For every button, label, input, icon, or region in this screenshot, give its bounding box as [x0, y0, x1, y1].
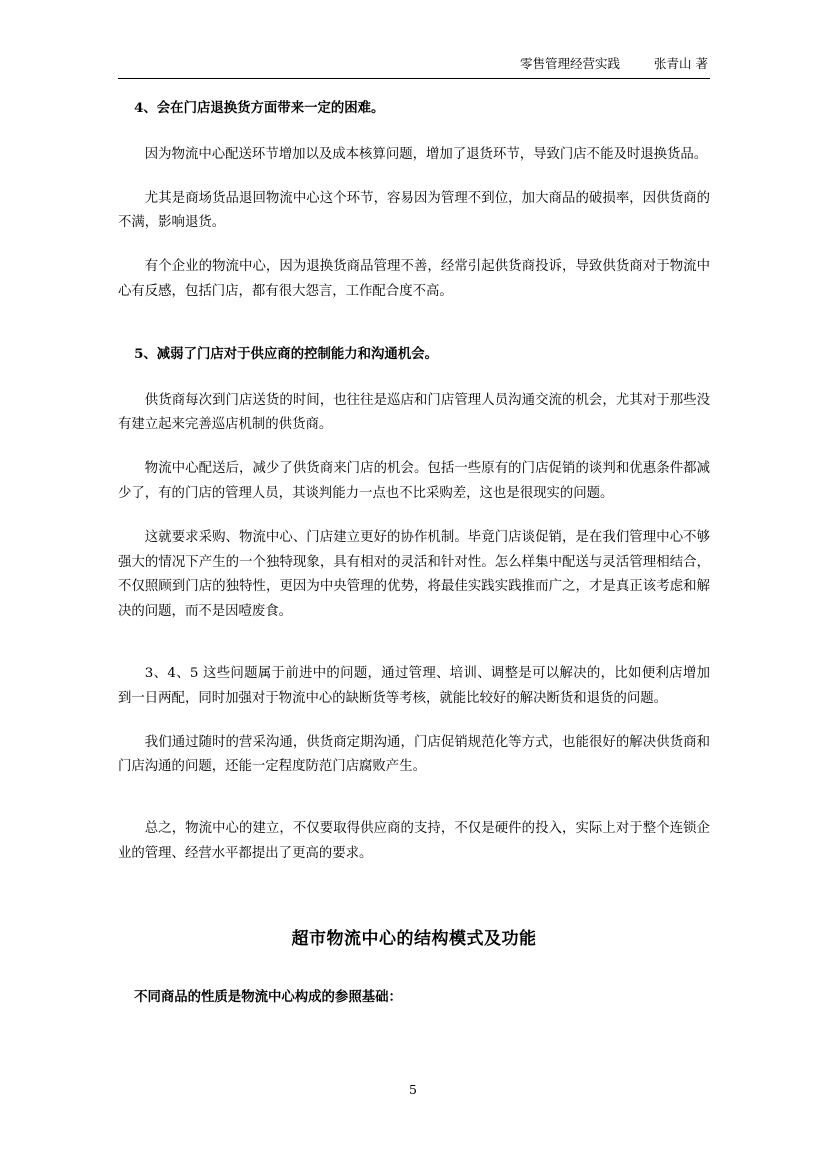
paragraph-4: 供货商每次到门店送货的时间，也往往是巡店和门店管理人员沟通交流的机会，尤其对于那些没有建立起来完善巡店机制的供货商。: [118, 392, 710, 433]
paragraph-5: 物流中心配送后，减少了供货商来门店的机会。包括一些原有的门店促销的谈判和优惠条件都减少了，有的门店的管理人员，其谈判能力一点也不比采购差，这也是很现实的问题。: [118, 461, 710, 501]
paragraph-2: 尤其是商场货品退回物流中心这个环节，容易因为管理不到位，加大商品的破损率，因供货商的不满，影响退货。: [118, 190, 710, 231]
paragraph-6: 这就要求采购、物流中心、门店建立更好的协作机制。毕竟门店谈促销，是在我们管理中心不够强大的情况下产生的一个独特现象，具有相对的灵活和针对性。怎么样集中配送与灵活管理相结合，不仅照顾到门店的独特性，更因为中央管理的优势，将最佳实践实践推而广之，才是真正该考虑和解决的问题，而不是因噎废食。: [118, 529, 710, 620]
spacer-before-section-title: [118, 886, 710, 916]
heading-item-4: 4、会在门店退换货方面带来一定的困难。: [134, 100, 385, 116]
spacer-before-heading-5: [118, 324, 710, 342]
spacer-before-paragraph-9: [118, 799, 710, 817]
paragraph-3: 有个企业的物流中心，因为退换货商品管理不善，经常引起供货商投诉，导致供货商对于物流中心有反感，包括门店，都有很大怨言，工作配合度不高。: [118, 259, 710, 299]
spacer-before-paragraph-7: [118, 644, 710, 662]
header-author: 张青山 著: [654, 56, 708, 71]
page-number: 5: [409, 1082, 417, 1097]
spacer-after-section-title: [118, 955, 710, 985]
header-book-title: 零售管理经营实践: [520, 56, 621, 71]
page-header-content: [118, 56, 710, 71]
document-body: [118, 96, 710, 1010]
lead-bold-line: 不同商品的性质是物流中心构成的参照基础：: [134, 989, 402, 1006]
paragraph-9: 总之，物流中心的建立，不仅要取得供应商的支持，不仅是硬件的投入，实际上对于整个连锁企业的管理、经营水平都提出了更高的要求。: [118, 821, 710, 861]
page-header: [118, 56, 710, 75]
header-divider: [118, 78, 710, 79]
paragraph-8: 我们通过随时的营采沟通，供货商定期沟通，门店促销规范化等方式，也能很好的解决供货商和门店沟通的问题，还能一定程度防范门店腐败产生。: [118, 734, 710, 775]
paragraph-7: 3、4、5 这些问题属于前进中的问题，通过管理、培训、调整是可以解决的，比如便利店增加到一日两配，同时加强对于物流中心的缺断货等考核，就能比较好的解决断货和退货的问题。: [118, 665, 710, 706]
heading-item-5: 5、减弱了门店对于供应商的控制能力和沟通机会。: [134, 345, 438, 362]
paragraph-1: 因为物流中心配送环节增加以及成本核算问题，增加了退货环节，导致门店不能及时退换货品。: [144, 146, 708, 162]
section-title: 超市物流中心的结构模式及功能: [291, 928, 537, 949]
